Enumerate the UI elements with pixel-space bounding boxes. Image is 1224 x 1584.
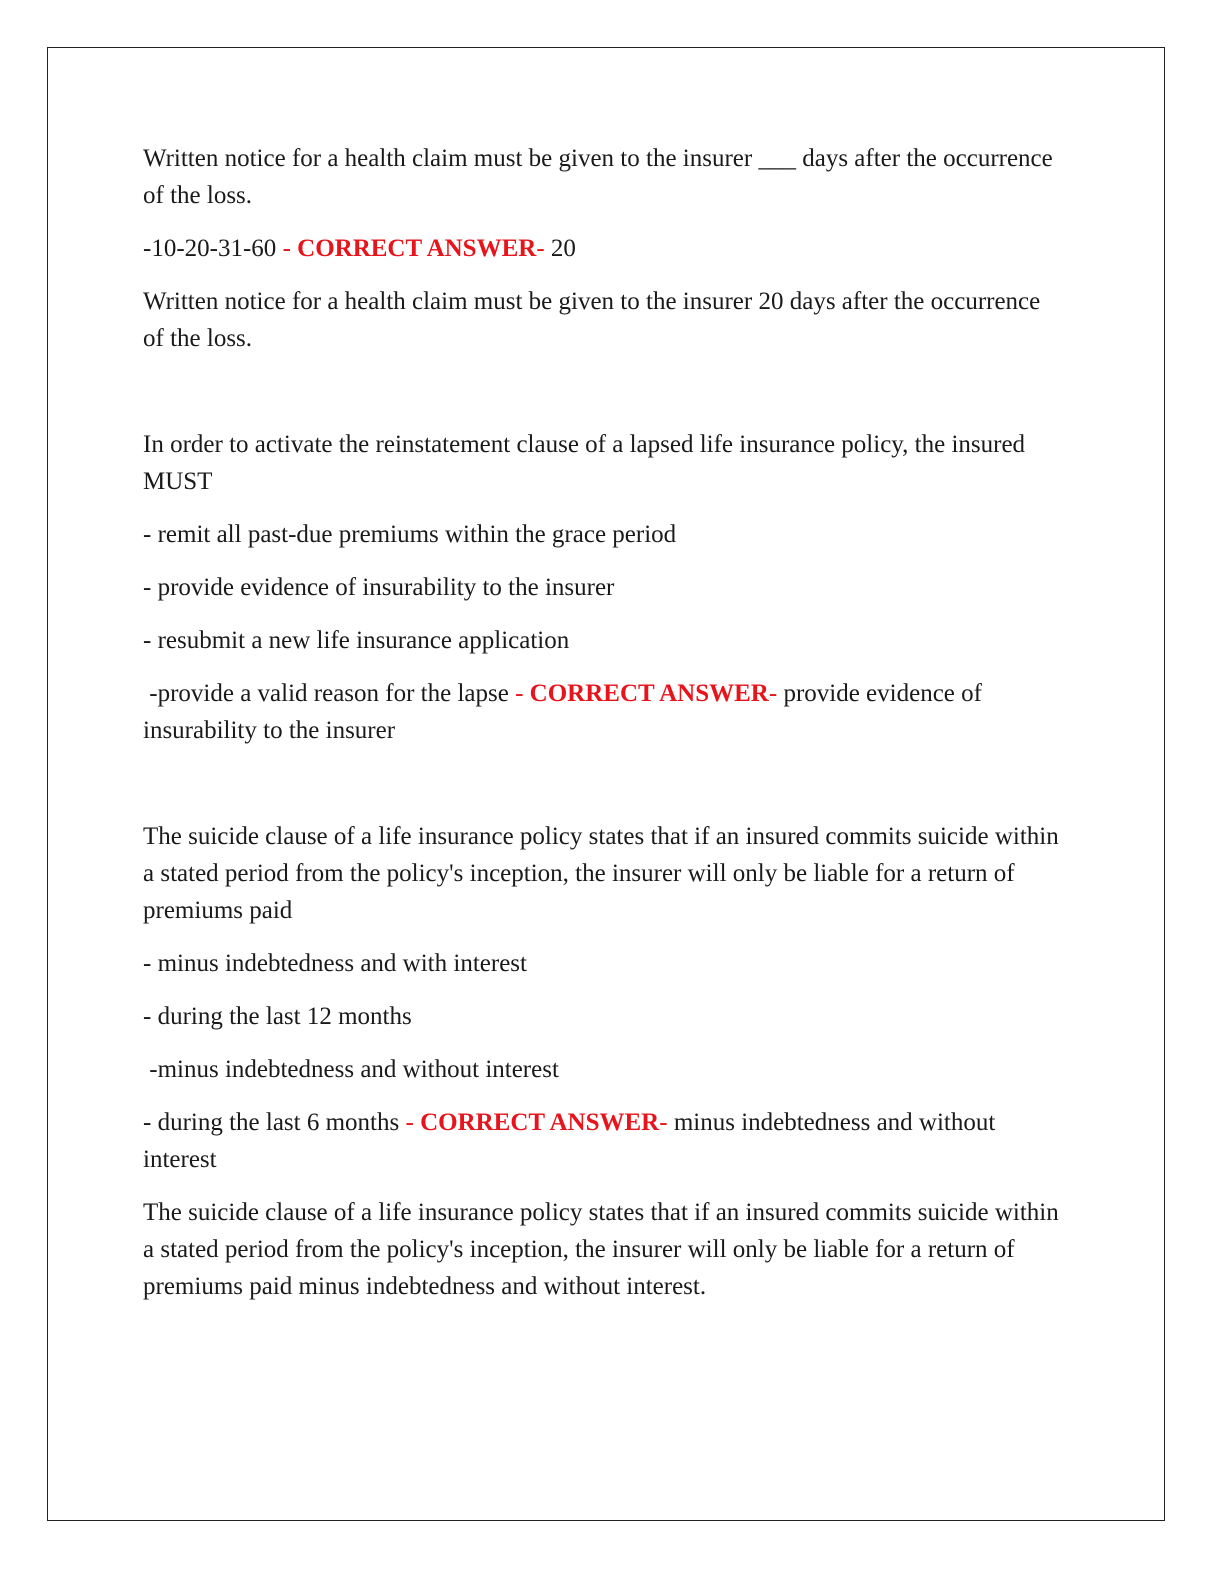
question-3-answer: minus indebtedness and without interest	[143, 1109, 996, 1173]
question-1-options	[143, 230, 1063, 267]
question-3-option-3: -minus indebtedness and without interest	[143, 1056, 559, 1083]
question-2-answer: provide evidence of insurability to the insurer	[143, 680, 989, 744]
question-3-explanation: The suicide clause of a life insurance policy states that if an insured commits suicide within a stated period from the policy's inception, the insurer will only be liable for a return of premiums paid minus indebtedness and without interest.	[143, 1199, 1059, 1300]
answer-separator: -	[399, 1109, 421, 1136]
question-2-text: In order to activate the reinstatement clause of a lapsed life insurance policy, the insured MUST	[143, 431, 1026, 495]
section-gap	[143, 373, 1063, 426]
question-2-option-4-text: -provide a valid reason for the lapse	[143, 680, 509, 707]
question-2-option-1: - remit all past-due premiums within the grace period	[143, 521, 677, 548]
answer-dash: -	[768, 680, 784, 707]
answer-separator: -	[508, 680, 530, 707]
question-2-option-2: - provide evidence of insurability to the insurer	[143, 574, 615, 601]
correct-answer-label: CORRECT ANSWER	[529, 680, 769, 707]
document-body	[143, 140, 1063, 1321]
section-gap	[143, 765, 1063, 818]
answer-dash: -	[659, 1109, 674, 1136]
answer-separator: -	[276, 235, 298, 262]
question-3-option-1: - minus indebtedness and with interest	[143, 950, 527, 977]
question-1-explanation: Written notice for a health claim must be given to the insurer 20 days after the occurrence of the loss.	[143, 288, 1041, 352]
question-1-answer: 20	[550, 235, 576, 262]
question-3-option-4	[143, 1104, 1063, 1178]
correct-answer-label: CORRECT ANSWER	[420, 1109, 660, 1136]
question-1-options-text: -10-20-31-60	[143, 235, 277, 262]
answer-dash: -	[536, 235, 551, 262]
question-3-option-2: - during the last 12 months	[143, 1003, 412, 1030]
question-2-option-3: - resubmit a new life insurance application	[143, 627, 570, 654]
question-1-text: Written notice for a health claim must be given to the insurer ___ days after the occurrence of the loss.	[143, 145, 1053, 209]
question-2-option-4	[143, 675, 1063, 749]
question-3-option-4-text: - during the last 6 months	[143, 1109, 400, 1136]
question-3-text: The suicide clause of a life insurance policy states that if an insured commits suicide within a stated period from the policy's inception, the insurer will only be liable for a return of premiums paid	[143, 823, 1059, 924]
correct-answer-label: CORRECT ANSWER	[297, 235, 537, 262]
